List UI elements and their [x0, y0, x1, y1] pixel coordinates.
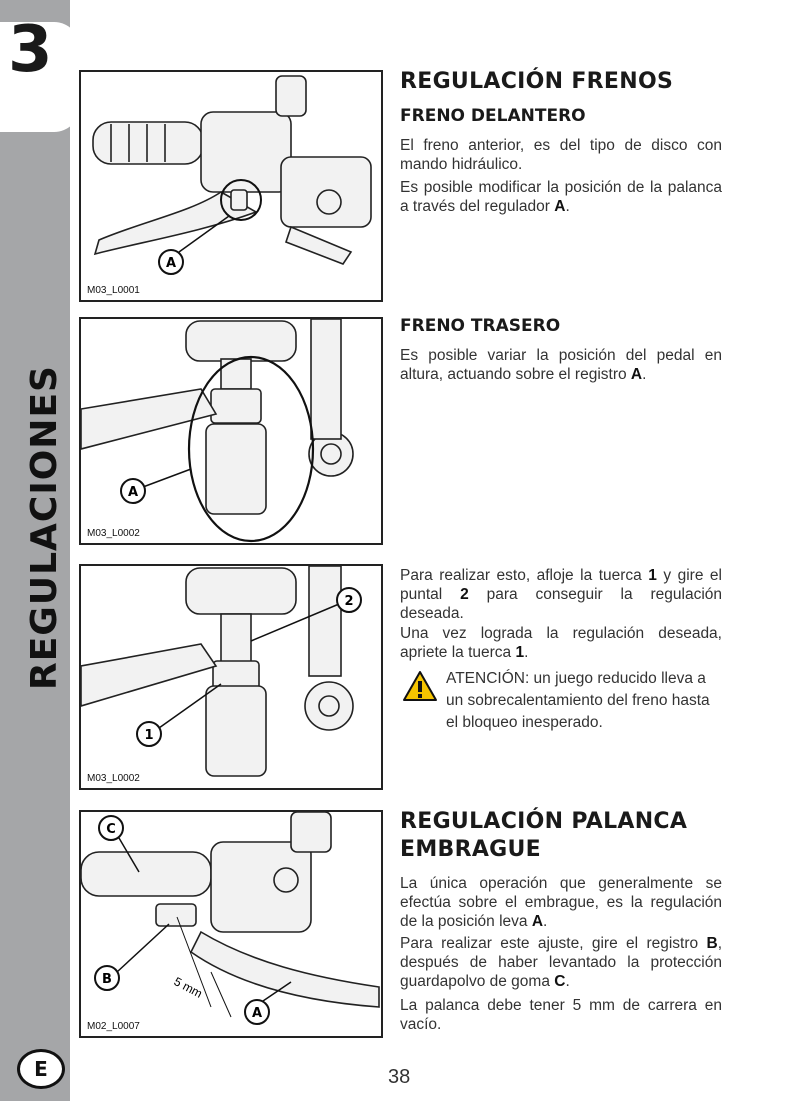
page-number: 38	[388, 1066, 411, 1088]
front-brake-title: FRENO DELANTERO	[400, 106, 586, 126]
brakes-title: REGULACIÓN FRENOS	[400, 69, 674, 94]
clutch-title: REGULACIÓN PALANCA EMBRAGUE	[400, 809, 688, 862]
dimension-label: 5 mm	[171, 974, 205, 1001]
front-brake-text-2: Es posible modificar la posición de la palanca a través del regulador A.	[400, 179, 722, 215]
figure-front-brake	[79, 70, 383, 302]
clutch-text-2: Para realizar este ajuste, gire el registro B, después de haber levantado la protección guardapolvo de goma C.	[400, 935, 722, 990]
warning-icon	[402, 670, 438, 702]
callout-b: B	[102, 972, 112, 987]
clutch-text-3: La palanca debe tener 5 mm de carrera en vacío.	[400, 997, 722, 1033]
callout-a: A	[165, 256, 177, 271]
callout-1: 1	[144, 728, 154, 743]
section-label: REGULACIONES	[24, 365, 65, 690]
front-brake-text-1: El freno anterior, es del tipo de disco con mando hidráulico.	[400, 137, 722, 173]
warning-text: ATENCIÓN: un juego reducido lleva a un sobrecalentamiento del freno hasta el bloqueo inesperado.	[446, 670, 710, 731]
callout-a: A	[251, 1006, 263, 1021]
rear-brake-title: FRENO TRASERO	[400, 316, 561, 336]
rear-brake-illustration	[81, 319, 381, 543]
figure-code: M03_L0002	[87, 773, 140, 784]
callout-2: 2	[344, 594, 354, 609]
front-brake-illustration	[81, 72, 381, 300]
rear-brake-detail-illustration	[81, 566, 381, 788]
language-badge: E	[17, 1049, 65, 1089]
figure-code: M03_L0001	[87, 285, 140, 296]
rear-brake-text-3: Una vez lograda la regulación deseada, apriete la tuerca 1.	[400, 625, 722, 661]
rear-brake-text-2: Para realizar esto, afloje la tuerca 1 y gire el puntal 2 para conseguir la regulación deseada.	[400, 567, 722, 622]
figure-code: M02_L0007	[87, 1021, 140, 1032]
figure-clutch-lever	[79, 810, 383, 1038]
figure-rear-brake	[79, 317, 383, 545]
figure-rear-brake-detail	[79, 564, 383, 790]
callout-c: C	[106, 822, 116, 837]
warning-block	[402, 668, 722, 734]
clutch-text-1: La única operación que generalmente se efectúa sobre el embrague, es la regulación de la posición leva A.	[400, 875, 722, 930]
clutch-lever-illustration	[81, 812, 381, 1036]
chapter-number: 3	[8, 13, 53, 87]
rear-brake-text-1: Es posible variar la posición del pedal en altura, actuando sobre el registro A.	[400, 347, 722, 383]
figure-code: M03_L0002	[87, 528, 140, 539]
callout-a: A	[127, 485, 139, 500]
